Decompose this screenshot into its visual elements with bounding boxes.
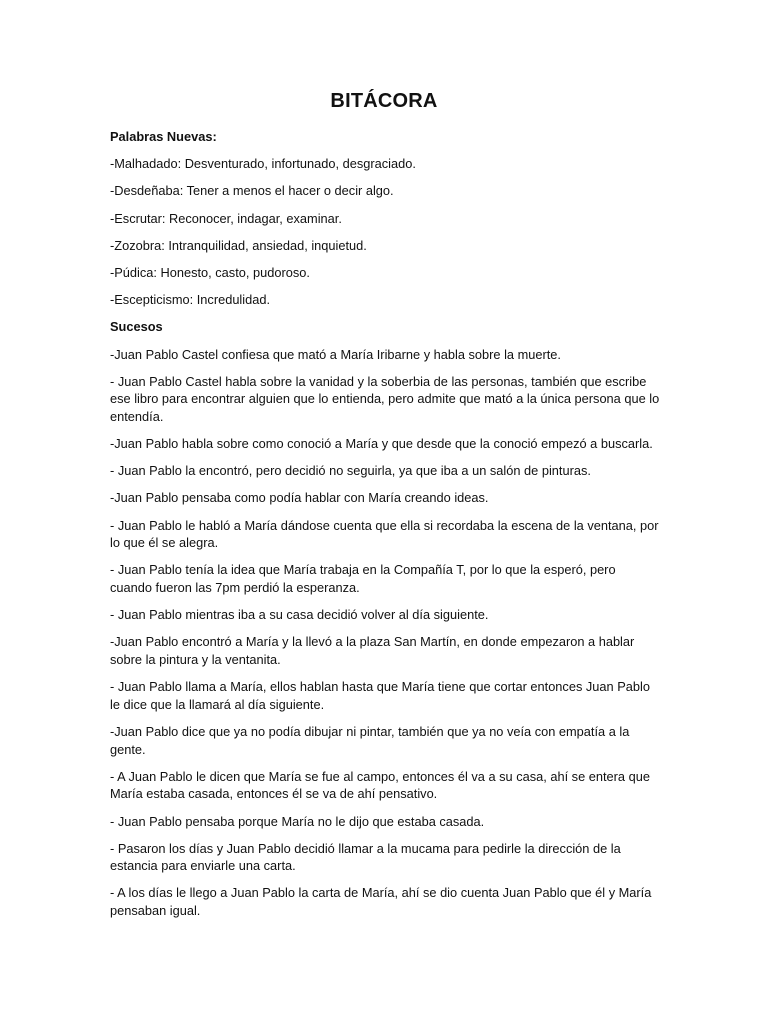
event-item: -Juan Pablo pensaba como podía hablar con María creando ideas.	[110, 490, 489, 506]
event-item: - A los días le llego a Juan Pablo la carta de María, ahí se dio cuenta Juan Pablo que él y María pensaban igual.	[110, 885, 652, 919]
event-item: -Juan Pablo habla sobre como conoció a María y que desde que la conoció empezó a buscarla.	[110, 436, 653, 452]
document-title: BITÁCORA	[330, 90, 438, 112]
event-item: - Juan Pablo tenía la idea que María trabaja en la Compañía T, por lo que la esperó, pero cuando fueron las 7pm perdió la esperanza.	[110, 562, 616, 595]
event-item: - Juan Pablo la encontró, pero decidió no seguirla, ya que iba a un salón de pinturas.	[110, 463, 591, 479]
vocabulary-item: -Escrutar: Reconocer, indagar, examinar.	[110, 210, 342, 226]
event-item: - Juan Pablo Castel habla sobre la vanidad y la soberbia de las personas, también que escribe ese libro para encontrar alguien que lo entienda, pero admite que mató a la única persona que lo entendía.	[110, 373, 660, 424]
events-heading: Sucesos	[110, 319, 163, 335]
event-item: - A Juan Pablo le dicen que María se fue al campo, entonces él va a su casa, ahí se entera que María estaba casada, entonces él se va de ahí pensativo.	[110, 768, 650, 802]
event-item: -Juan Pablo dice que ya no podía dibujar ni pintar, también que ya no veía con empatía a la gente.	[110, 723, 630, 757]
document-body	[110, 128, 660, 929]
vocabulary-item: -Zozobra: Intranquilidad, ansiedad, inquietud.	[110, 237, 367, 253]
vocabulary-item: -Desdeñaba: Tener a menos el hacer o decir algo.	[110, 183, 394, 199]
event-item: -Juan Pablo encontró a María y la llevó a la plaza San Martín, en donde empezaron a hablar sobre la pintura y la ventanita.	[110, 634, 635, 667]
vocabulary-item: -Escepticismo: Incredulidad.	[110, 292, 271, 308]
vocabulary-item: -Malhadado: Desventurado, infortunado, desgraciado.	[110, 156, 416, 172]
vocabulary-item: -Púdica: Honesto, casto, pudoroso.	[110, 264, 310, 280]
event-item: -Juan Pablo Castel confiesa que mató a María Iribarne y habla sobre la muerte.	[110, 346, 561, 362]
event-item: - Juan Pablo mientras iba a su casa decidió volver al día siguiente.	[110, 607, 489, 623]
event-item: - Juan Pablo pensaba porque María no le dijo que estaba casada.	[110, 813, 485, 829]
vocabulary-heading: Palabras Nuevas:	[110, 129, 217, 144]
event-item: - Juan Pablo llama a María, ellos hablan hasta que María tiene que cortar entonces Juan Pablo le dice que la llamará al día siguiente.	[110, 679, 650, 712]
event-item: - Juan Pablo le habló a María dándose cuenta que ella si recordaba la escena de la ventana, por lo que él se alegra.	[110, 517, 659, 551]
event-item: - Pasaron los días y Juan Pablo decidió llamar a la mucama para pedirle la dirección de la estancia para enviarle una carta.	[110, 840, 621, 874]
